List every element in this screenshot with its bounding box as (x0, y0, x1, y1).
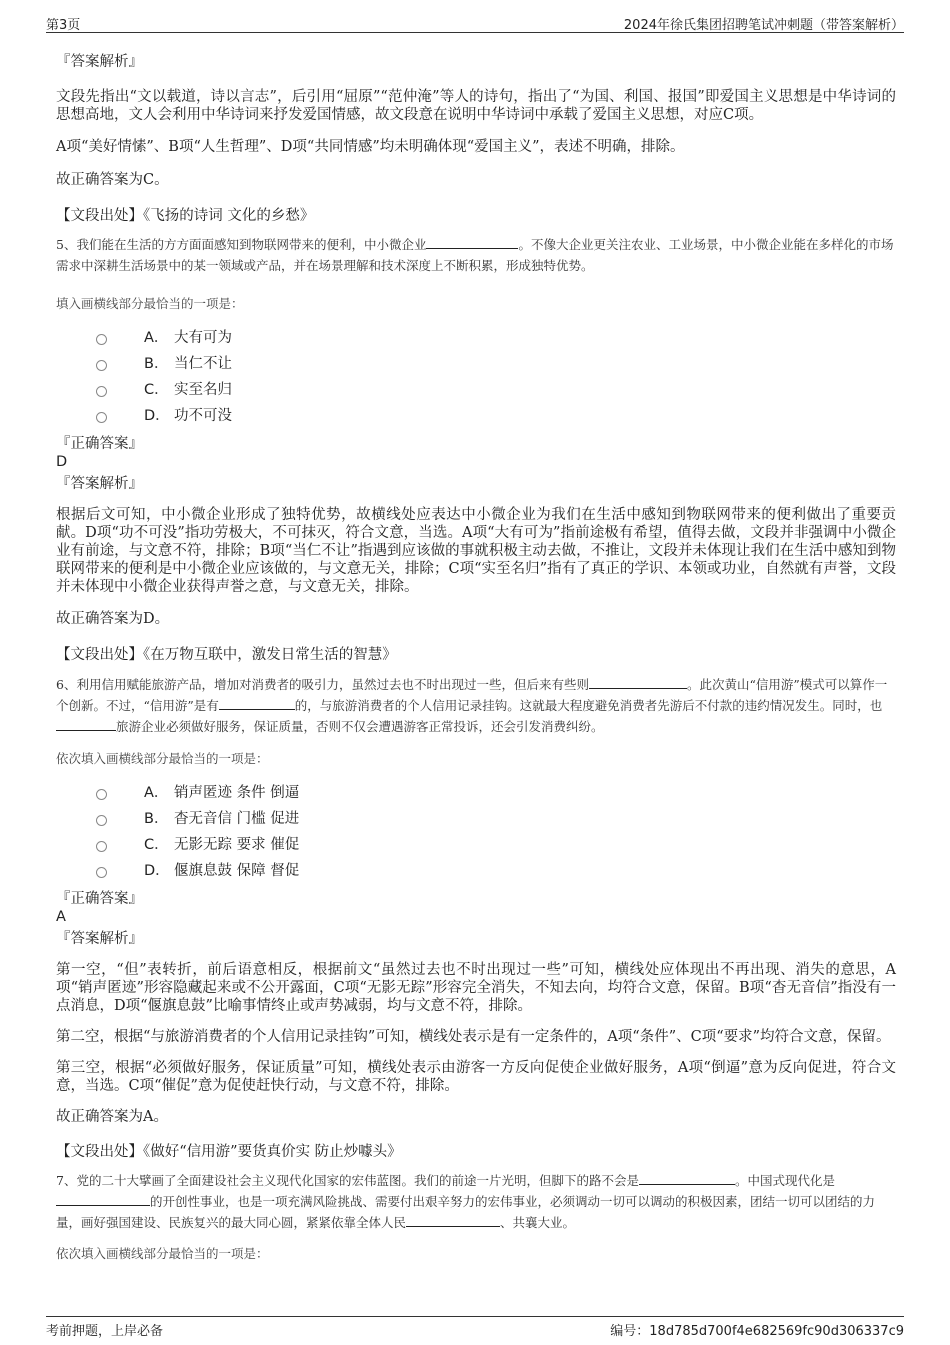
page-number: 第3页 (46, 18, 81, 33)
document-id: 编号：18d785d700f4e682569fc90d306337c9 (610, 1324, 904, 1339)
q6-analysis-p1: 第一空，“但”表转折，前后语意相反，根据前文“虽然过去也不时出现过一些”可知，横线处应体现出不再出现、消失的意思，A项“销声匿迹”形容隐藏起来或不公开露面，C项“无影无踪”形容完全消失，不知去向，均符合文意，保留。B项“杳无音信”指没有一点消息，D项“偃旗息鼓”比喻事情终止或声势减弱，均与文意不符，排除。 (56, 962, 896, 1014)
q5-options (56, 326, 896, 430)
q6-analysis-p3: 第三空，根据“必须做好服务，保证质量”可知，横线处表示由游客一方反向促使企业做好服务，A项“倒逼”意为反向促进，符合文意，当选。C项“催促”意为促使赶快行动，与文意不符，排除。 (56, 1060, 896, 1094)
q6-conclusion: 故正确答案为A。 (56, 1109, 168, 1125)
page-content (56, 46, 896, 1262)
q6-blank-2 (219, 697, 295, 710)
radio-icon[interactable] (96, 412, 107, 423)
q6-option-d[interactable]: D． 偃旗息鼓 保障 督促 (56, 859, 896, 885)
q5-blank (426, 236, 518, 249)
q5-analysis-p1: 根据后文可知，中小微企业形成了独特优势，故横线处应表达中小微企业为我们在生活中感知到物联网带来的便利做出了重要贡献。D项“功不可没”指功劳极大，不可抹灭，符合文意，当选。A项“大有可为”指前途极有希望，值得去做，文段并非强调中小微企业有前途，与文意不符，排除；B项“当仁不让”指遇到应该做的事就积极主动去做，不推让，文段并未体现让我们在生活中感知到物联网带来的便利是中小微企业应该做的，与文意无关，排除；C项“实至名归”指有了真正的学识、本领或功业，自然就有声誉，文段并未体现中小微企业获得声誉之意，与文意无关，排除。 (56, 507, 896, 595)
q5-option-d[interactable]: D． 功不可没 (56, 404, 896, 430)
q7-stem: 7、党的二十大擘画了全面建设社会主义现代化国家的宏伟蓝图。我们的前途一片光明，但脚下的路不会是 。中国式现代化是的开创性事业，也是一项充满风险挑战、需要付出艰辛努力的宏伟事业，必须调动一切可以调动的积极因素，团结一切可以团结的力量，画好强国建设、民族复兴的最大同心圆，紧紧依靠全体人民 、共襄大业。 (56, 1173, 876, 1230)
q6-stem: 6、利用信用赋能旅游产品，增加对消费者的吸引力，虽然过去也不时出现过一些，但后来有些则 。此次黄山“信用游”模式可以算作一个创新。不过，“信用游”是有 的，与旅游消费者的个人信用记录挂钩。这就最大程度避免消费者先游后不付款的违约情况发生。同时，也旅游企业必须做好服务，保证质量，否则不仅会遭遇游客正常投诉，还会引发消费纠纷。 (56, 677, 888, 734)
q5-correct-label: 『正确答案』 (56, 436, 143, 452)
radio-icon[interactable] (96, 334, 107, 345)
page-footer (46, 1316, 904, 1339)
q6-analysis-label: 『答案解析』 (56, 931, 143, 947)
page-header (46, 12, 904, 33)
q7-blank-2 (56, 1193, 150, 1206)
q5-option-b[interactable]: B． 当仁不让 (56, 352, 896, 378)
radio-icon[interactable] (96, 386, 107, 397)
footer-slogan: 考前押题，上岸必备 (46, 1324, 164, 1339)
q5-option-c[interactable]: C． 实至名归 (56, 378, 896, 404)
q6-option-a[interactable]: A． 销声匿迹 条件 倒逼 (56, 781, 896, 807)
q6-source: 【文段出处】《做好“信用游”要货真价实 防止炒噱头》 (56, 1144, 402, 1160)
radio-icon[interactable] (96, 815, 107, 826)
q6-analysis-p2: 第二空，根据“与旅游消费者的个人信用记录挂钩”可知，横线处表示是有一定条件的，A项“条件”、C项“要求”均符合文意，保留。 (56, 1029, 891, 1045)
q6-options (56, 781, 896, 885)
q5-source: 【文段出处】《在万物互联中，激发日常生活的智慧》 (56, 647, 397, 663)
q7-blank-1 (639, 1172, 735, 1185)
q6-correct-answer: A (56, 909, 66, 925)
q6-blank-3 (56, 718, 116, 731)
q5-prompt: 填入画横线部分最恰当的一项是： (56, 296, 244, 311)
q7-blank-3 (406, 1214, 500, 1227)
q7-prompt: 依次填入画横线部分最恰当的一项是： (56, 1246, 269, 1261)
q6-correct-label: 『正确答案』 (56, 891, 143, 907)
q4-conclusion: 故正确答案为C。 (56, 172, 169, 188)
q6-option-c[interactable]: C． 无影无踪 要求 催促 (56, 833, 896, 859)
q6-blank-1 (589, 676, 687, 689)
q6-prompt: 依次填入画横线部分最恰当的一项是： (56, 751, 269, 766)
radio-icon[interactable] (96, 789, 107, 800)
q5-option-a[interactable]: A． 大有可为 (56, 326, 896, 352)
radio-icon[interactable] (96, 841, 107, 852)
document-title: 2024年徐氏集团招聘笔试冲刺题（带答案解析） (623, 18, 904, 33)
q4-source: 【文段出处】《飞扬的诗词 文化的乡愁》 (56, 208, 315, 224)
q4-analysis-p1: 文段先指出“文以载道，诗以言志”，后引用“屈原”“范仲淹”等人的诗句，指出了“为国、利国、报国”即爱国主义思想是中华诗词的思想高地，文人会利用中华诗词来抒发爱国情感，故文段意在说明中华诗词中承载了爱国主义思想，对应C项。 (56, 89, 896, 123)
radio-icon[interactable] (96, 360, 107, 371)
q5-analysis-label: 『答案解析』 (56, 476, 143, 492)
radio-icon[interactable] (96, 867, 107, 878)
q6-option-b[interactable]: B． 杳无音信 门槛 促进 (56, 807, 896, 833)
q5-stem: 5、我们能在生活的方方面面感知到物联网带来的便利，中小微企业 。不像大企业更关注农业、工业场景，中小微企业能在多样化的市场需求中深耕生活场景中的某一领域或产品，并在场景理解和技术深度上不断积累，形成独特优势。 (56, 237, 894, 273)
q5-conclusion: 故正确答案为D。 (56, 611, 170, 627)
q4-analysis-label: 『答案解析』 (56, 54, 143, 70)
q4-analysis-p2: A项“美好情愫”、B项“人生哲理”、D项“共同情感”均未明确体现“爱国主义”，表述不明确，排除。 (56, 139, 685, 155)
q5-correct-answer: D (56, 454, 68, 470)
